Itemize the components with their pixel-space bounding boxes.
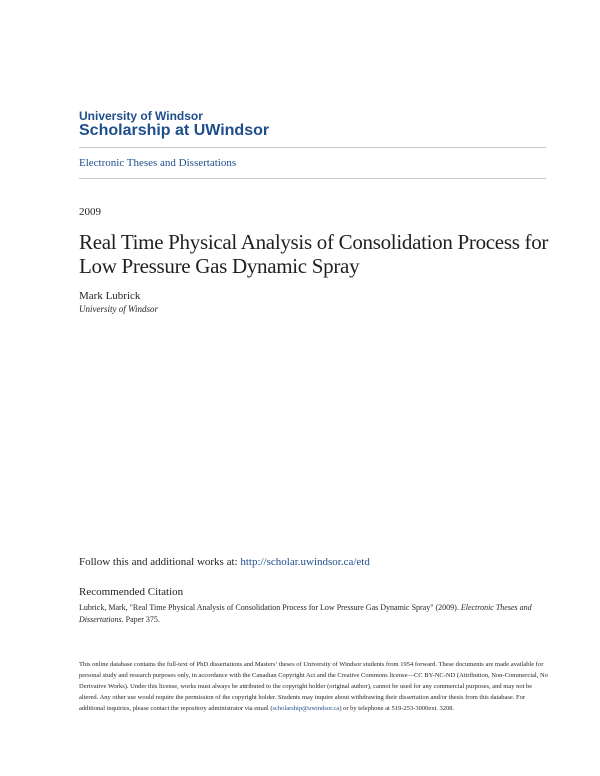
- citation-text: Lubrick, Mark, "Real Time Physical Analysis of Consolidation Process for Low Pressure Gas Dynamic Spray" (2009).: [79, 603, 461, 612]
- citation-series: Electronic Theses and Dissertations.: [79, 603, 532, 624]
- notice-text-end: ) or by telephone at 519-253-3000ext. 3208.: [339, 705, 455, 712]
- header-divider-bottom: [79, 178, 546, 179]
- repository-name[interactable]: Scholarship at UWindsor: [79, 122, 270, 139]
- copyright-notice: [79, 659, 549, 714]
- author-affiliation: University of Windsor: [79, 304, 158, 314]
- citation-paper: Paper 375.: [123, 615, 160, 624]
- follow-prefix: Follow this and additional works at:: [79, 556, 241, 568]
- publication-year: 2009: [79, 206, 101, 218]
- series-link[interactable]: Electronic Theses and Dissertations: [79, 157, 237, 169]
- notice-text: This online database contains the full-text of PhD dissertations and Masters’ theses of University of Windsor students from 1954 forward. These documents are made available for personal study and research purposes only, in accordance with the Canadian Copyright Act and the Creative Commons license—CC BY-NC-ND (Attribution, Non-Commercial, No Derivative Works). Under this license, works must always be attributed to the copyright holder (original author), cannot be used for any commercial purposes, and may not be altered. Any other use would require the permission of the copyright holder. Students may inquire about withdrawing their dissertation and/or thesis from this database. For additional inquiries, please contact the repository administrator via email (: [79, 661, 548, 712]
- recommended-citation: [79, 602, 549, 626]
- contact-email-link[interactable]: scholarship@uwindsor.ca: [272, 705, 340, 712]
- author-name: Mark Lubrick: [79, 290, 141, 302]
- document-title: Real Time Physical Analysis of Consolidation Process for Low Pressure Gas Dynamic Spray: [79, 230, 549, 278]
- university-name: University of Windsor: [79, 109, 203, 123]
- follow-link[interactable]: http://scholar.uwindsor.ca/etd: [240, 556, 370, 568]
- recommended-citation-label: Recommended Citation: [79, 586, 184, 598]
- header-divider-top: [79, 147, 546, 148]
- follow-line: [79, 556, 370, 568]
